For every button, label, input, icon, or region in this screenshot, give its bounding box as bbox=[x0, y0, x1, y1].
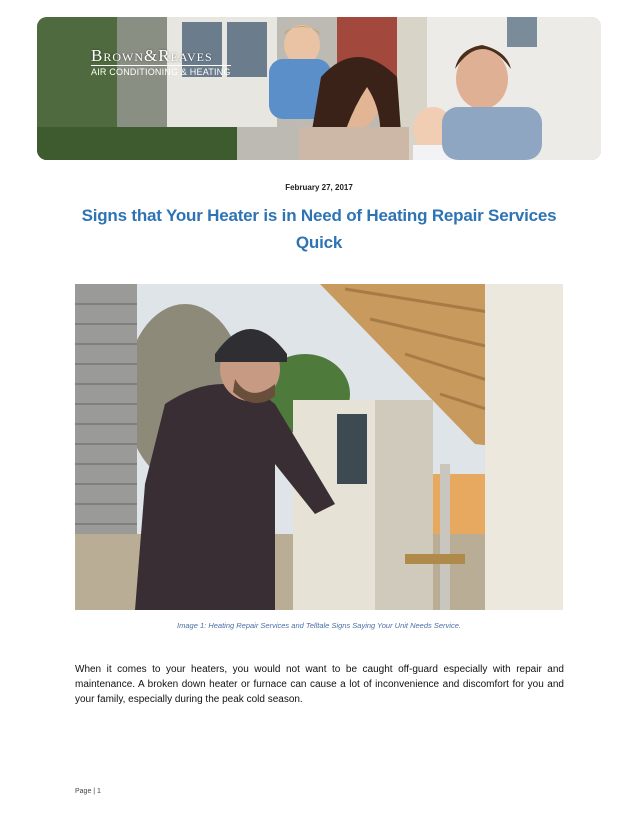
family-photo bbox=[37, 17, 601, 160]
page-number: Page | 1 bbox=[75, 788, 101, 795]
header-banner bbox=[37, 17, 601, 160]
logo-tagline: AIR CONDITIONING & HEATING bbox=[91, 67, 231, 77]
logo-name: Brown&Reaves bbox=[91, 46, 213, 65]
image-caption: Image 1: Heating Repair Services and Telltale Signs Saying Your Unit Needs Service. bbox=[177, 621, 461, 630]
body-paragraph: When it comes to your heaters, you would not want to be caught off-guard especially with repair and maintenance. A broken down heater or furnace can cause a lot of inconvenience and discomfort for you and your family, especially during the peak cold season. bbox=[75, 664, 564, 705]
company-logo[interactable] bbox=[91, 47, 231, 77]
article-title: Signs that Your Heater is in Need of Heating Repair Services Quick bbox=[81, 206, 557, 252]
technician-photo bbox=[75, 284, 563, 610]
publish-date: February 27, 2017 bbox=[285, 183, 353, 192]
